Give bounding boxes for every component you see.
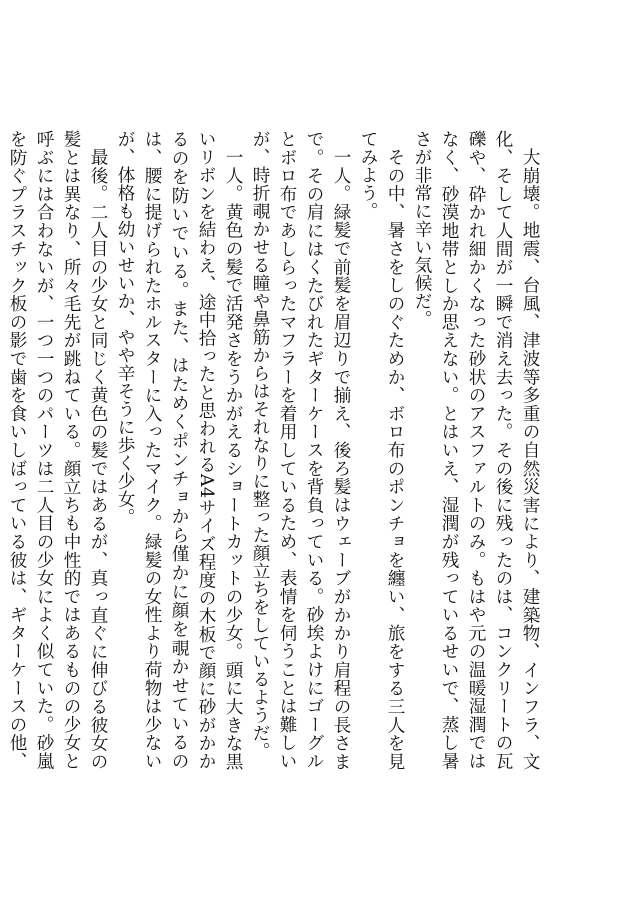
paragraph-yellow-hair-girl: 一人。黄色の髪で活発さをうかがえるショートカットの少女。頭に大きな黒いリボンを結わえ、途中拾ったと思われるA4サイズ程度の木板で顔に砂がかかるのを防いでいる。また、はためくポンチョから僅かに顔を覗かせているのは、腰に提げられたホルスターに入ったマイク。緑髪の女性より荷物は少ないが、体格も幼いせいか、やや辛そうに歩く少女。 bbox=[115, 130, 243, 770]
vertical-text-body bbox=[0, 130, 543, 770]
paragraph-last-traveler: 最後。二人目の少女と同じく黄色の髪ではあるが、真っ直ぐに伸びる彼女の髪とは異なり、所々毛先が跳ねている。顔立ちも中性的ではあるものの少女と呼ぶには合わないが、一つ一つのパーツは二人目の少女によく似ていた。砂嵐を防ぐプラスチック板の影で歯を食いしばっている彼は、ギターケースの他、 bbox=[7, 130, 108, 770]
paragraph-green-hair-woman: 一人。緑髪で前髪を眉辺りで揃え、後ろ髪はウェーブがかかり肩程の長さまで。その肩にはくたびれたギターケースを背負っている。砂埃よけにゴーグルとボロ布であしらったマフラーを着用しているため、表情を伺うことは難しいが、時折覗かせる瞳や鼻筋からはそれなりに整った顔立ちをしているようだ。 bbox=[250, 130, 351, 770]
paragraph-three-travelers: その中、暑さをしのぐためか、ボロ布のポンチョを纏い、旅をする三人を見てみよう。 bbox=[358, 130, 405, 770]
paragraph-great-collapse: 大崩壊。地震、台風、津波等多重の自然災害により、建築物、インフラ、文化、そして人間が一瞬で消え去った。その後に残ったのは、コンクリートの瓦礫や、砕かれ細かくなった砂状のアスファルトのみ。もはや元の温暖湿潤ではなく、砂漠地帯としか思えない。とはいえ、湿潤が残っているせいで、蒸し暑さが非常に辛い気候だ。 bbox=[412, 130, 540, 770]
